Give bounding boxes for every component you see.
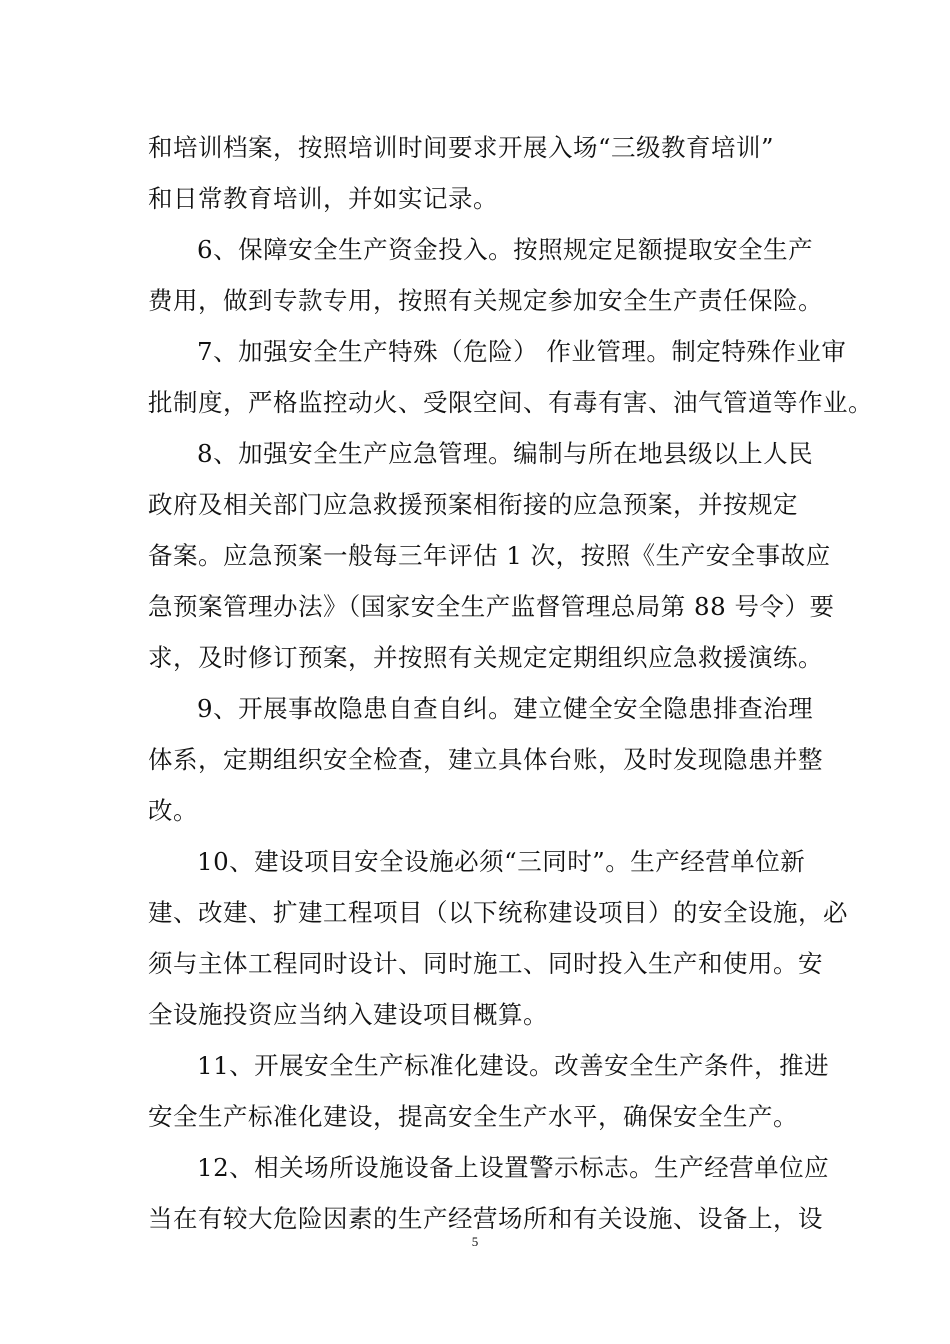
text-line-10: 急预案管理办法》（国家安全生产监督管理总局第 88 号令）要 (148, 592, 835, 621)
text-line-1: 和培训档案，按照培训时间要求开展入场“三级教育培训” (148, 133, 775, 162)
text-line-21: 12、相关场所设施设备上设置警示标志。生产经营单位应 (197, 1153, 830, 1182)
text-line-15: 10、建设项目安全设施必须“三同时”。生产经营单位新 (197, 847, 806, 876)
text-line-7: 8、加强安全生产应急管理。编制与所在地县级以上人民 (197, 439, 814, 468)
text-line-16: 建、改建、扩建工程项目（以下统称建设项目）的安全设施，必 (148, 898, 848, 927)
text-line-19: 11、开展安全生产标准化建设。改善安全生产条件，推进 (197, 1051, 830, 1080)
text-line-6: 批制度，严格监控动火、受限空间、有毒有害、油气管道等作业。 (148, 388, 873, 417)
text-line-14: 改。 (148, 796, 198, 825)
text-line-8: 政府及相关部门应急救援预案相衔接的应急预案，并按规定 (148, 490, 798, 519)
text-line-3: 6、保障安全生产资金投入。按照规定足额提取安全生产 (197, 235, 814, 264)
text-line-11: 求，及时修订预案，并按照有关规定定期组织应急救援演练。 (148, 643, 823, 672)
page-number: 5 (471, 1234, 479, 1249)
text-line-2: 和日常教育培训，并如实记录。 (148, 184, 498, 213)
text-line-5: 7、加强安全生产特殊（危险） 作业管理。制定特殊作业审 (197, 337, 847, 366)
text-line-12: 9、开展事故隐患自查自纠。建立健全安全隐患排查治理 (197, 694, 814, 723)
text-line-20: 安全生产标准化建设，提高安全生产水平，确保安全生产。 (148, 1102, 798, 1131)
text-line-18: 全设施投资应当纳入建设项目概算。 (148, 1000, 548, 1029)
text-line-13: 体系，定期组织安全检查，建立具体台账，及时发现隐患并整 (148, 745, 823, 774)
text-line-22: 当在有较大危险因素的生产经营场所和有关设施、设备上，设 (148, 1204, 823, 1233)
text-line-17: 须与主体工程同时设计、同时施工、同时投入生产和使用。安 (148, 949, 823, 978)
text-line-4: 费用，做到专款专用，按照有关规定参加安全生产责任保险。 (148, 286, 823, 315)
text-line-9: 备案。应急预案一般每三年评估 1 次，按照《生产安全事故应 (148, 541, 831, 570)
